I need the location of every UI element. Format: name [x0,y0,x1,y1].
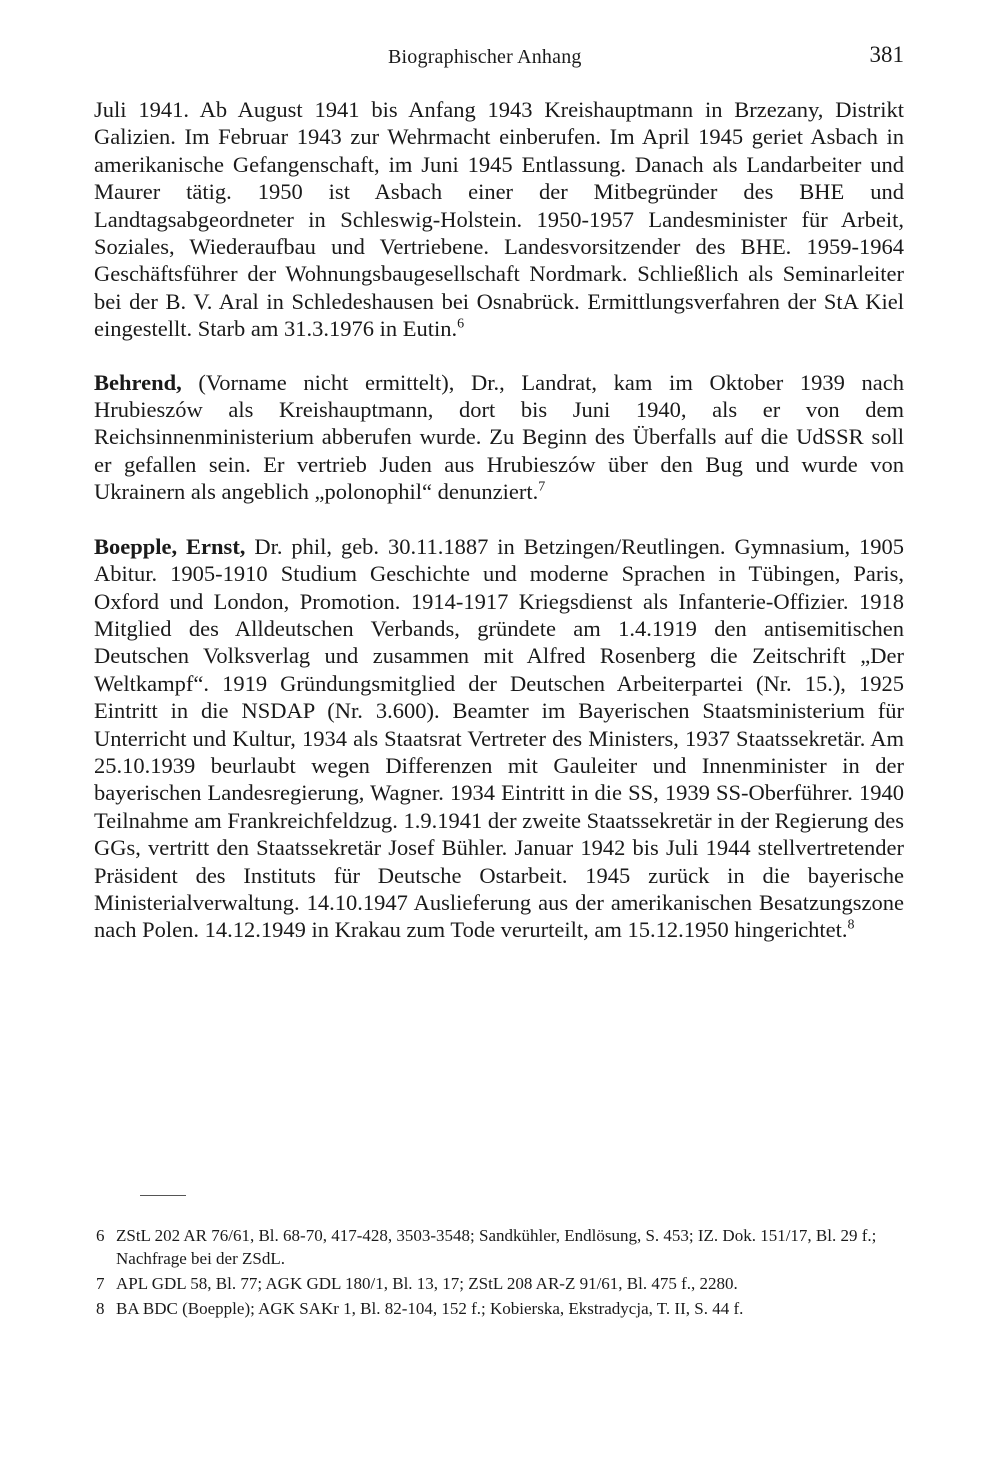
footnote [96,1272,904,1295]
page-number: 381 [869,42,904,67]
footnote-number: 7 [96,1274,105,1293]
footnote-text: ZStL 202 AR 76/61, Bl. 68-70, 417-428, 3503-3548; Sandkühler, Endlösung, S. 453; IZ. Dok. 151/17, Bl. 29 f.; Nachfrage bei der ZSdL. [116,1226,877,1268]
footnote [96,1297,904,1320]
entry-text: Juli 1941. Ab August 1941 bis Anfang 1943 Kreishauptmann in Brzezany, Distrikt Galizien. Im Februar 1943 zur Wehrmacht einberufen. Im April 1945 geriet Asbach in amerikanische Gefangenschaft, im Juni 1945 Entlassung. Danach als Landarbeiter und Maurer tätig. 1950 ist Asbach einer der Mitbegründer des BHE und Landtagsabgeordneter in Schleswig-Holstein. 1950-1957 Landesminister für Arbeit, Soziales, Wiederaufbau und Vertriebene. Landesvorsitzender des BHE. 1959-1964 Geschäftsführer der Wohnungsbaugesellschaft Nordmark. Schließlich als Seminarleiter bei der B. V. Aral in Schledeshausen bei Osnabrück. Ermittlungsverfahren der StA Kiel eingestellt. Starb am 31.3.1976 in Eutin. [94,97,904,342]
biography-entry [94,96,904,343]
entry-text: (Vorname nicht ermittelt), Dr., Landrat, kam im Oktober 1939 nach Hrubieszów als Kreishauptmann, dort bis Juni 1940, als er von dem Reichsinnenministerium abberufen wurde. Zu Beginn des Überfalls auf die UdSSR soll er gefallen sein. Er vertrieb Juden aus Hrubieszów über den Bug und wurde von Ukrainern als angeblich „polonophil“ denunziert. [94,369,904,505]
footnote-reference: 8 [847,917,855,933]
biography-entry [94,369,904,506]
footnote-text: BA BDC (Boepple); AGK SAKr 1, Bl. 82-104, 152 f.; Kobierska, Ekstradycja, T. II, S. 44 f. [116,1299,744,1318]
running-header [0,42,1000,78]
footnote [96,1224,904,1270]
entry-name: Behrend, [94,369,182,395]
footnote-divider [140,1195,186,1196]
footnote-text: APL GDL 58, Bl. 77; AGK GDL 180/1, Bl. 13, 17; ZStL 208 AR-Z 91/61, Bl. 475 f., 2280. [116,1274,738,1293]
entry-text: Dr. phil, geb. 30.11.1887 in Betzingen/Reutlingen. Gymnasium, 1905 Abitur. 1905-1910 Studium Geschichte und moderne Sprachen in Tübingen, Paris, Oxford und London, Promotion. 1914-1917 Kriegsdienst als Infanterie-Offizier. 1918 Mitglied des Alldeutschen Verbands, gründete am 1.4.1919 den antisemitischen Deutschen Volksverlag und zusammen mit Alfred Rosenberg die Zeitschrift „Der Weltkampf“. 1919 Gründungsmitglied der Deutschen Arbeiterpartei (Nr. 15.), 1925 Eintritt in die NSDAP (Nr. 3.600). Beamter im Bayerischen Staatsministerium für Unterricht und Kultur, 1934 als Staatsrat Vertreter des Ministers, 1937 Staatssekretär. Am 25.10.1939 beurlaubt wegen Differenzen mit Gauleiter und Innenminister in der bayerischen Landesregierung, Wagner. 1934 Eintritt in die SS, 1939 SS-Oberführer. 1940 Teilnahme am Frankreichfeldzug. 1.9.1941 der zweite Staatssekretär in der Regierung des GGs, vertritt den Staatssekretär Josef Bühler. Januar 1942 bis Juli 1944 stellvertretender Präsident des Instituts für Deutsche Ostarbeit. 1945 zurück in die bayerische Ministerialverwaltung. 14.10.1947 Auslieferung aus der amerikanischen Besatzungszone nach Polen. 14.12.1949 in Krakau zum Tode verurteilt, am 15.12.1950 hingerichtet. [94,533,905,943]
footnote-number: 8 [96,1299,105,1318]
body-text [94,96,904,971]
footnote-reference: 7 [538,479,546,495]
running-header-title: Biographischer Anhang [388,46,582,68]
footnotes [96,1224,904,1322]
entry-name: Boepple, Ernst, [94,533,246,559]
biography-entry [94,533,904,944]
footnote-reference: 6 [457,316,465,332]
footnote-number: 6 [96,1226,105,1245]
